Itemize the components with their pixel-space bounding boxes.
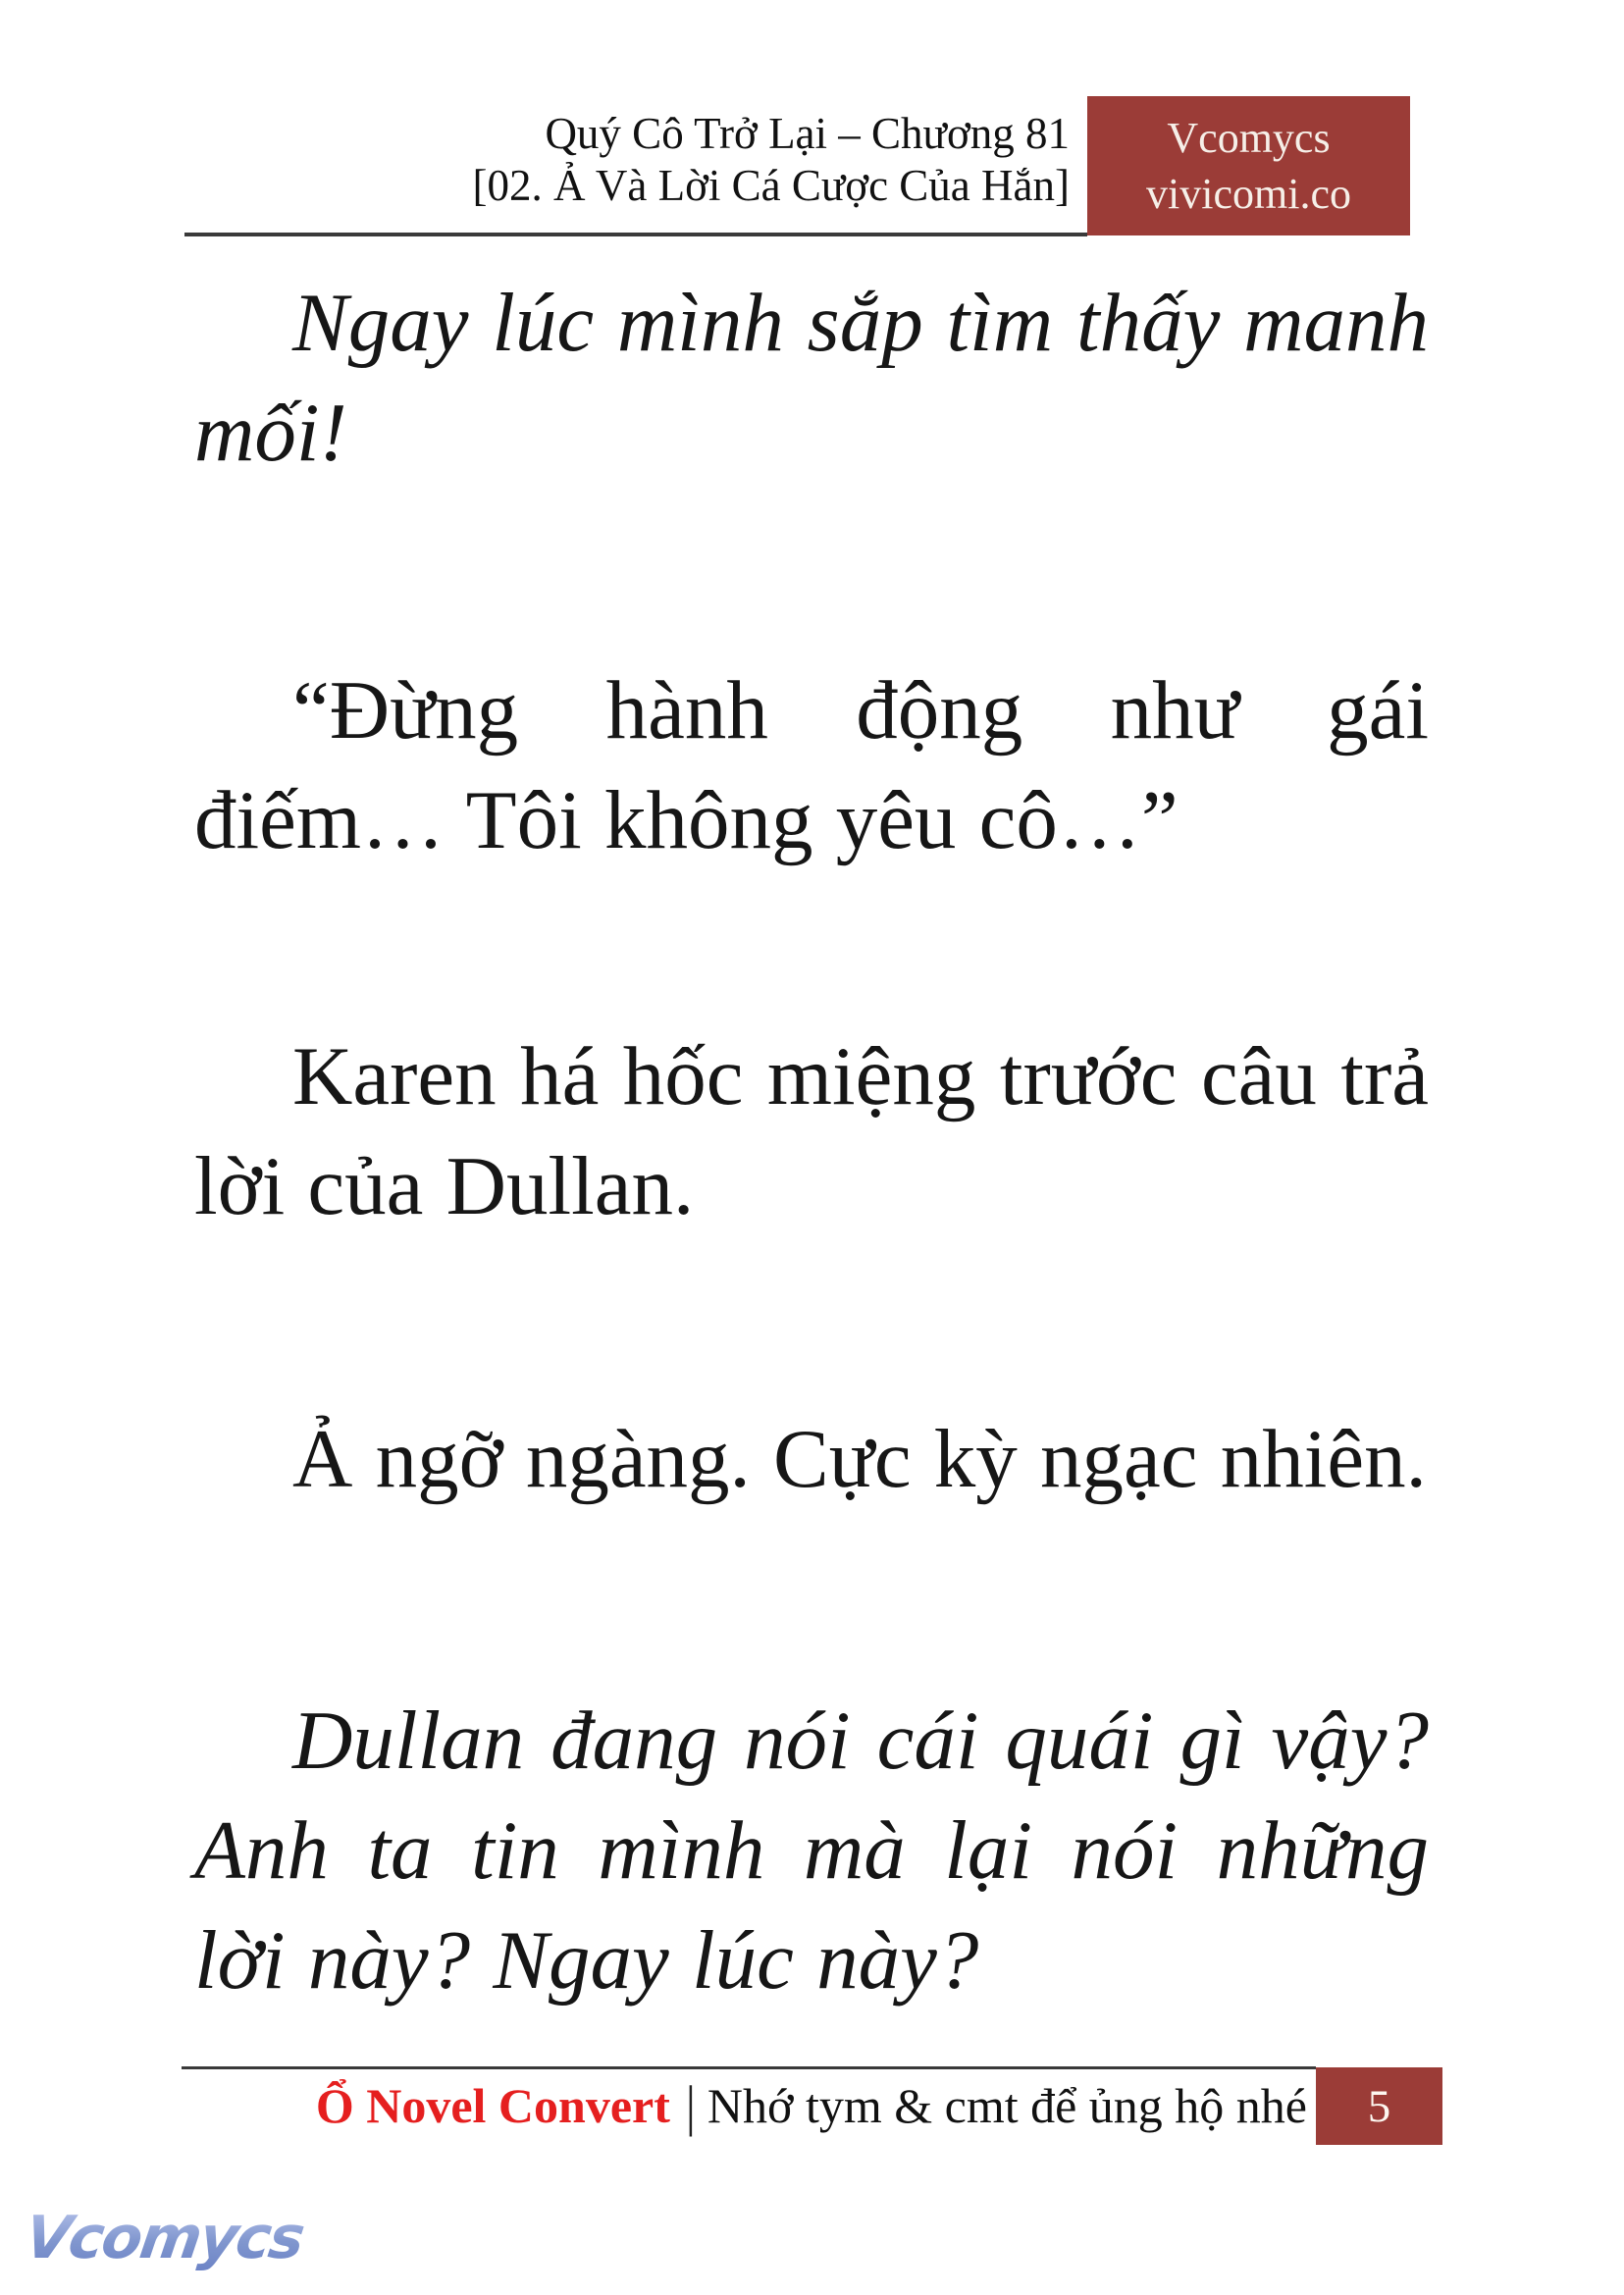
body-paragraph-4: Ả ngỡ ngàng. Cực kỳ ngạc nhiên. — [292, 1413, 1427, 1505]
footer-divider — [182, 2066, 1316, 2069]
page-number: 5 — [1367, 2080, 1391, 2132]
page-number-badge — [1316, 2067, 1442, 2145]
body-paragraph-5: Dullan đang nói cái quái gì vậy? Anh ta tin mình mà lại nói những lời này? Ngay lúc này? — [194, 1695, 1429, 2007]
body-paragraph-1: Ngay lúc mình sắp tìm thấy manh mối! — [194, 277, 1429, 479]
page-footer — [182, 2074, 1307, 2137]
body-paragraph-2: “Đừng hành động như gái điếm… Tôi không yêu cô…” — [194, 664, 1429, 866]
footer-separator: | — [685, 2073, 696, 2138]
page-header — [186, 108, 1070, 212]
vcomycs-watermark-logo: Vcomycs — [21, 2204, 308, 2272]
header-title-line2: [02. Ả Và Lời Cá Cược Của Hắn] — [472, 161, 1070, 210]
header-title-line1: Quý Cô Trở Lại – Chương 81 — [545, 109, 1070, 158]
footer-brand: Ổ Novel Convert — [315, 2078, 670, 2133]
brand-box — [1087, 96, 1410, 235]
brand-box-name: Vcomycs — [1167, 114, 1331, 162]
footer-note: Nhớ tym & cmt để ủng hộ nhé — [707, 2078, 1307, 2133]
brand-box-url: vivicomi.co — [1146, 170, 1351, 218]
body-paragraph-3: Karen há hốc miệng trước câu trả lời của Dullan. — [194, 1030, 1429, 1232]
header-divider — [184, 233, 1087, 236]
